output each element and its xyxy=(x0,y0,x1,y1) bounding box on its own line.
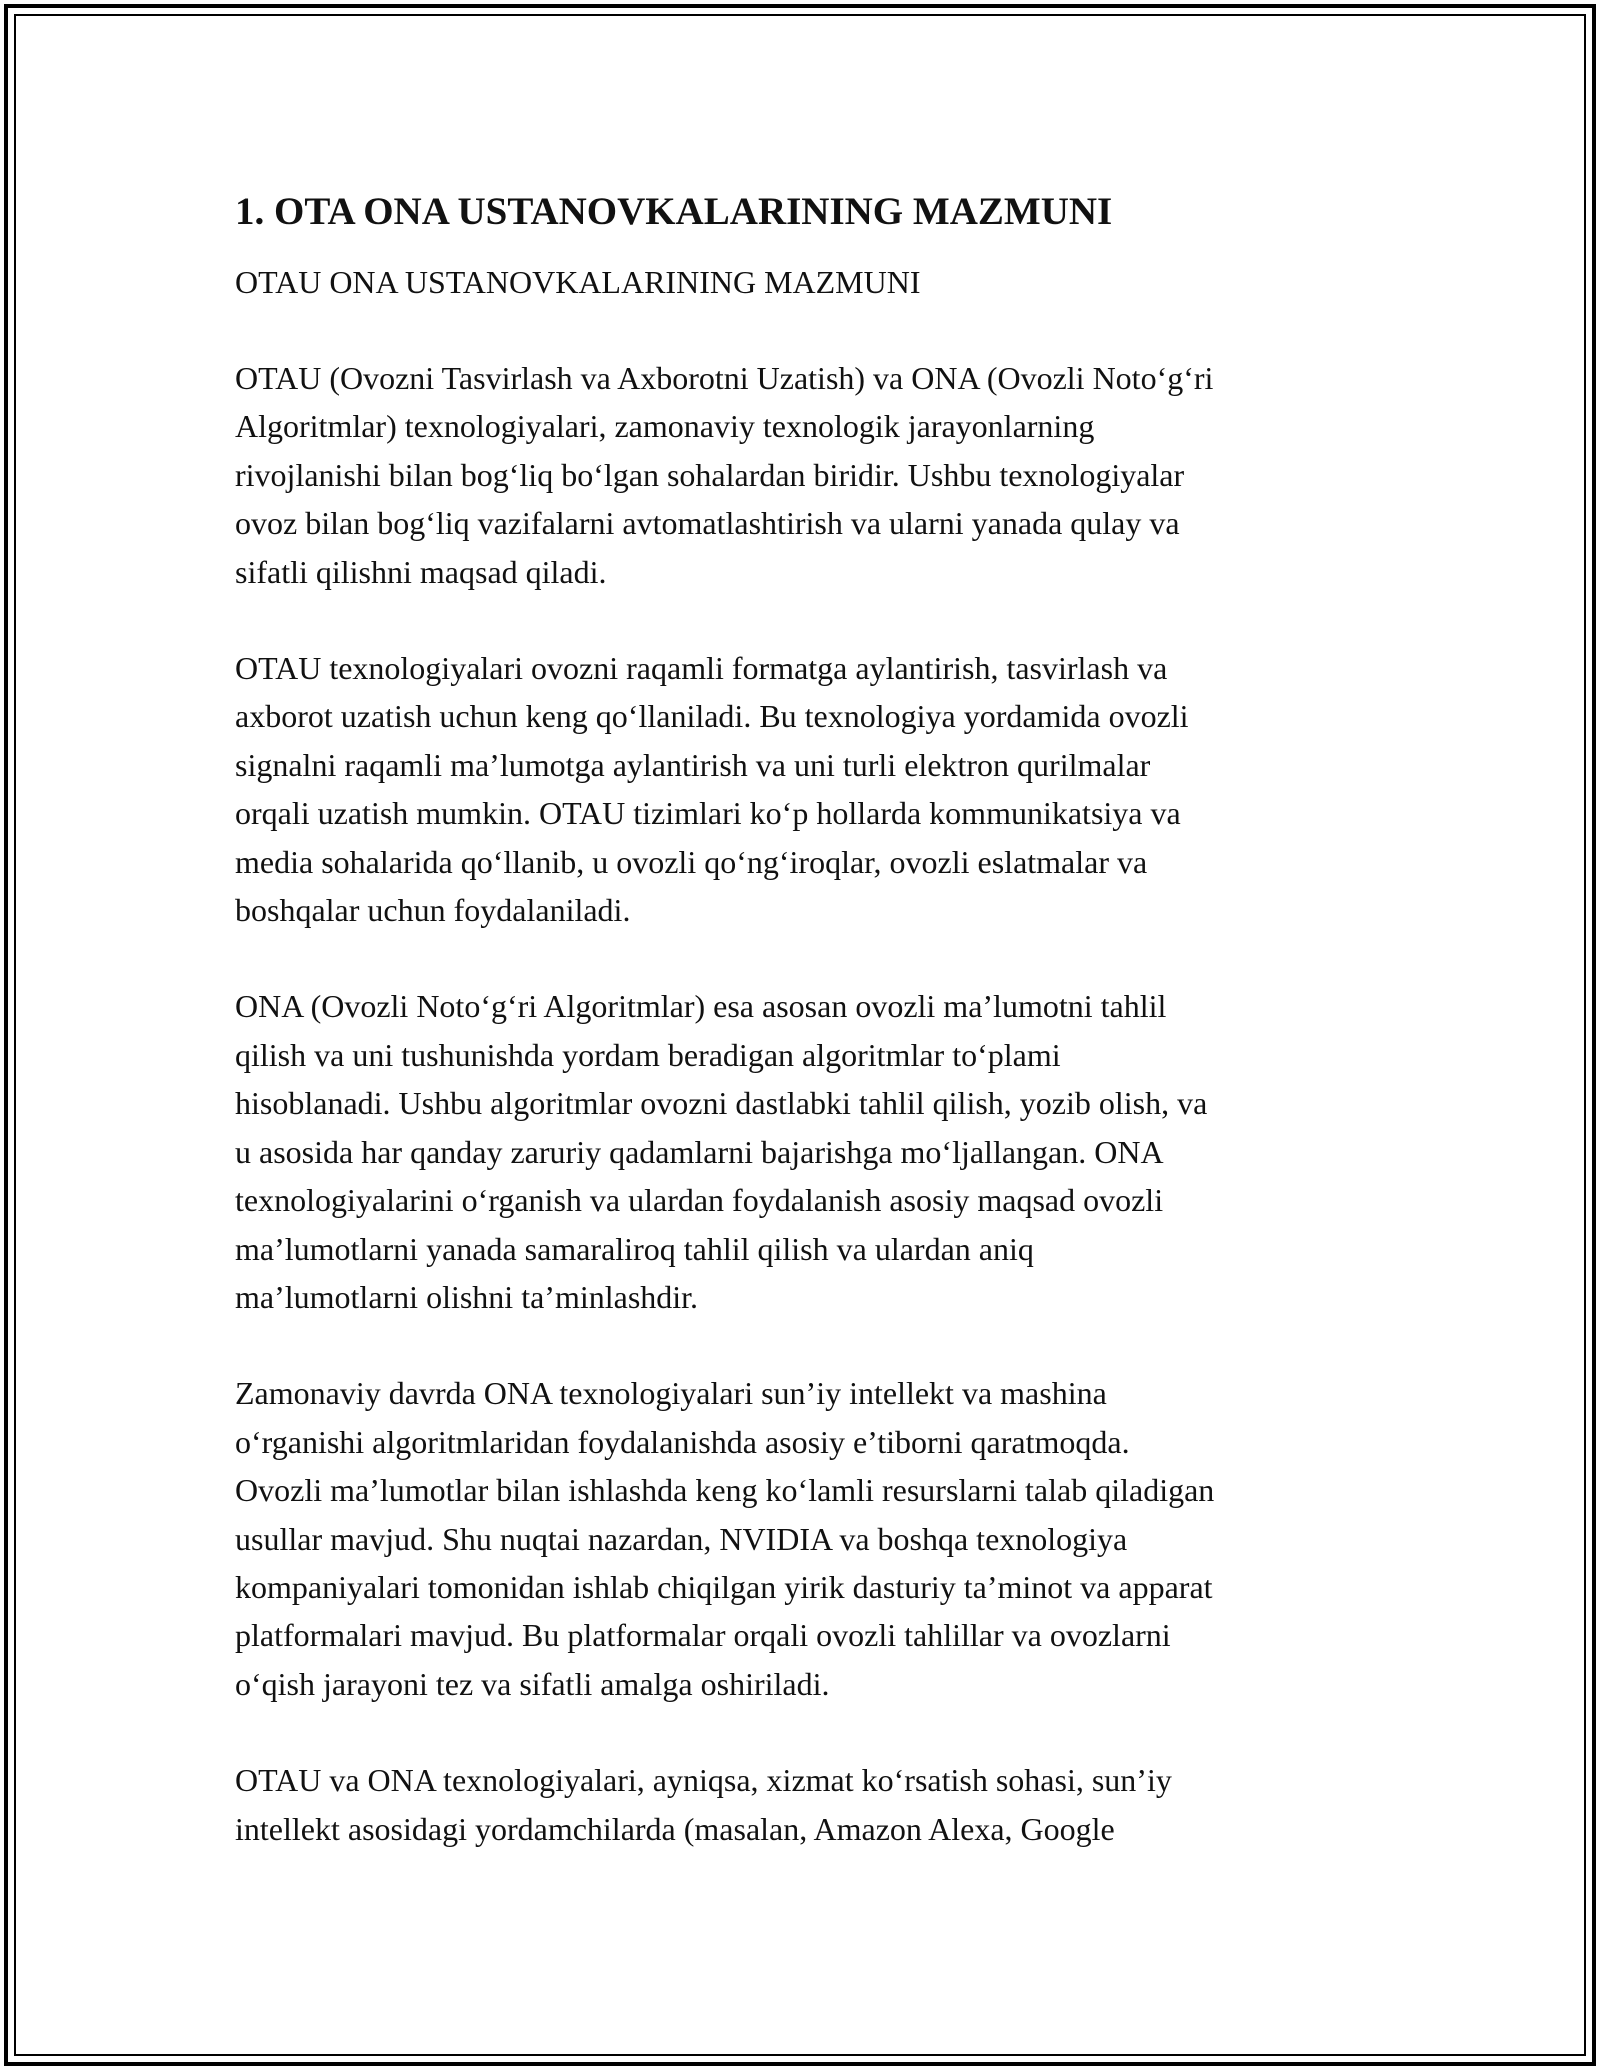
paragraph-line: usullar mavjud. Shu nuqtai nazardan, NVIDIA va boshqa texnologiya xyxy=(235,1520,1128,1557)
paragraph-line: o‘qish jarayoni tez va sifatli amalga oshiriladi. xyxy=(235,1665,830,1702)
paragraph-line: media sohalarida qo‘llanib, u ovozli qo‘ng‘iroqlar, ovozli eslatmalar va xyxy=(235,843,1148,880)
paragraph-line: Algoritmlar) texnologiyalari, zamonaviy texnologik jarayonlarning xyxy=(235,408,1095,445)
paragraph-line: rivojlanishi bilan bog‘liq bo‘lgan sohalardan biridir. Ushbu texnologiyalar xyxy=(235,456,1185,493)
paragraph-line: ONA (Ovozli Noto‘g‘ri Algoritmlar) esa asosan ovozli ma’lumotni tahlil xyxy=(235,988,1167,1025)
paragraph-line: Zamonaviy davrda ONA texnologiyalari sun’iy intellekt va mashina xyxy=(235,1375,1107,1412)
paragraph-line: ma’lumotlarni yanada samaraliroq tahlil qilish va ulardan aniq xyxy=(235,1230,1034,1267)
paragraph-2 xyxy=(235,644,1375,934)
paragraph-5 xyxy=(235,1756,1375,1853)
paragraph-3 xyxy=(235,982,1375,1321)
paragraph-line: qilish va uni tushunishda yordam beradigan algoritmlar to‘plami xyxy=(235,1036,1061,1073)
paragraph-line: u asosida har qanday zaruriy qadamlarni bajarishga mo‘ljallangan. ONA xyxy=(235,1133,1164,1170)
paragraph-line: ma’lumotlarni olishni ta’minlashdir. xyxy=(235,1278,699,1315)
paragraph-line: Ovozli ma’lumotlar bilan ishlashda keng ko‘lamli resurslarni talab qiladigan xyxy=(235,1472,1215,1509)
paragraph-line: o‘rganishi algoritmlaridan foydalanishda asosiy e’tiborni qaratmoqda. xyxy=(235,1423,1130,1460)
section-heading: 1. OTA ONA USTANOVKALARINING MAZMUNI xyxy=(235,190,1113,233)
paragraph-line: OTAU texnologiyalari ovozni raqamli formatga aylantirish, tasvirlash va xyxy=(235,650,1168,687)
paragraph-line: OTAU va ONA texnologiyalari, ayniqsa, xizmat ko‘rsatish sohasi, sun’iy xyxy=(235,1762,1172,1799)
paragraph-line: kompaniyalari tomonidan ishlab chiqilgan yirik dasturiy ta’minot va apparat xyxy=(235,1568,1213,1605)
paragraph-line: hisoblanadi. Ushbu algoritmlar ovozni dastlabki tahlil qilish, yozib olish, va xyxy=(235,1085,1208,1122)
section-subheading: OTAU ONA USTANOVKALARINING MAZMUNI xyxy=(235,264,921,300)
paragraph-line: platformalari mavjud. Bu platformalar orqali ovozli tahlillar va ovozlarni xyxy=(235,1617,1171,1654)
document-body xyxy=(235,188,1375,1901)
paragraph-line: signalni raqamli ma’lumotga aylantirish va uni turli elektron qurilmalar xyxy=(235,746,1151,783)
paragraph-line: sifatli qilishni maqsad qiladi. xyxy=(235,553,607,590)
paragraph-line: texnologiyalarini o‘rganish va ulardan foydalanish asosiy maqsad ovozli xyxy=(235,1182,1164,1219)
paragraph-1 xyxy=(235,354,1375,596)
paragraph-4 xyxy=(235,1369,1375,1708)
paragraph-line: ovoz bilan bog‘liq vazifalarni avtomatlashtirish va ularni yanada qulay va xyxy=(235,505,1180,542)
paragraph-line: boshqalar uchun foydalaniladi. xyxy=(235,892,631,929)
paragraph-line: orqali uzatish mumkin. OTAU tizimlari ko‘p hollarda kommunikatsiya va xyxy=(235,795,1181,832)
paragraph-line: intellekt asosidagi yordamchilarda (masalan, Amazon Alexa, Google xyxy=(235,1810,1115,1847)
paragraph-line: axborot uzatish uchun keng qo‘llaniladi. Bu texnologiya yordamida ovozli xyxy=(235,698,1189,735)
paragraph-line: OTAU (Ovozni Tasvirlash va Axborotni Uzatish) va ONA (Ovozli Noto‘g‘ri xyxy=(235,360,1214,396)
